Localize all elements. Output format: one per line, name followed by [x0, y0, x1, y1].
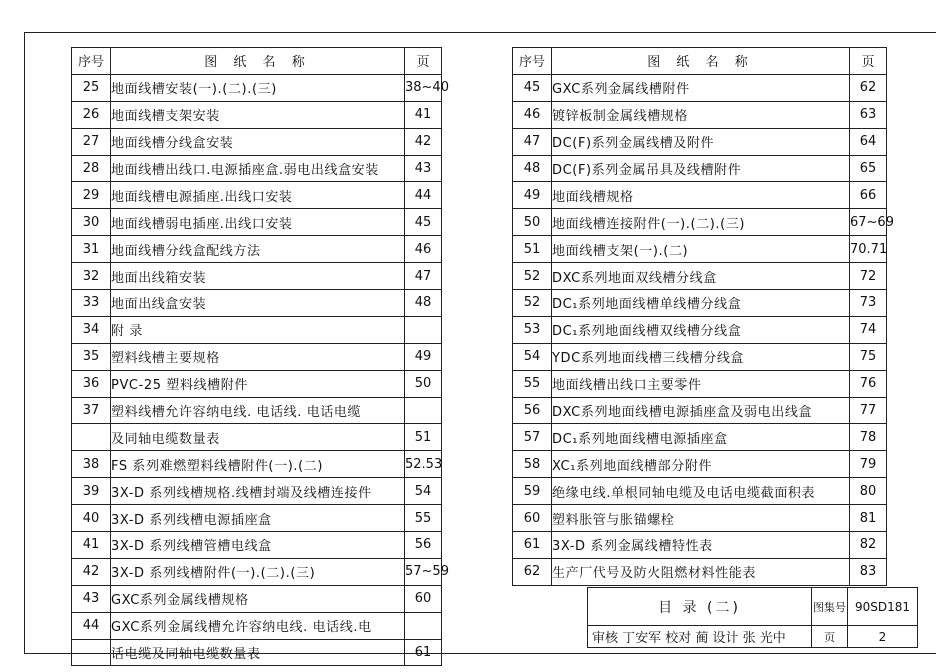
drawing-name: 塑料线槽允许容纳电线. 电话线. 电话电缆 [111, 397, 405, 424]
page-ref: 81 [850, 505, 887, 532]
table-row [72, 155, 442, 182]
row-number: 40 [72, 505, 111, 532]
table-row [513, 451, 887, 478]
page-ref: 78 [850, 424, 887, 451]
page-ref: 57~59 [405, 558, 442, 585]
table-row [72, 585, 442, 612]
row-number: 28 [72, 155, 111, 182]
row-number: 37 [72, 397, 111, 424]
table-row [513, 128, 887, 155]
drawing-name: DC(F)系列金属吊具及线槽附件 [552, 155, 850, 182]
page-label: 页 [812, 626, 848, 648]
page-ref: 82 [850, 532, 887, 559]
row-number: 35 [72, 343, 111, 370]
drawing-name: 3X-D 系列线槽规格.线槽封端及线槽连接件 [111, 478, 405, 505]
page-number: 2 [848, 626, 918, 648]
drawing-name: 3X-D 系列线槽附件(一).(二).(三) [111, 558, 405, 585]
row-number: 51 [513, 236, 552, 263]
drawing-name: 地面线槽分线盒配线方法 [111, 236, 405, 263]
row-number: 34 [72, 316, 111, 343]
table-row [72, 424, 442, 451]
header-page: 页 [405, 48, 442, 75]
row-number: 31 [72, 236, 111, 263]
table-row [513, 397, 887, 424]
drawing-name: 地面线槽电源插座.出线口安装 [111, 182, 405, 209]
page-ref: 74 [850, 316, 887, 343]
page-ref: 47 [405, 263, 442, 290]
row-number: 30 [72, 209, 111, 236]
table-row [513, 290, 887, 317]
table-row [513, 209, 887, 236]
table-row [513, 74, 887, 101]
drawing-name: 绝缘电线.单根同轴电缆及电话电缆截面积表 [552, 478, 850, 505]
table-row [72, 532, 442, 559]
row-number: 59 [513, 478, 552, 505]
row-number: 47 [513, 128, 552, 155]
left-index-table [71, 47, 449, 666]
table-row [72, 101, 442, 128]
drawing-name: 地面线槽出线口.电源插座盒.弱电出线盒安装 [111, 155, 405, 182]
page-ref: 48 [405, 290, 442, 317]
page-ref: 75 [850, 343, 887, 370]
page-ref: 62 [850, 74, 887, 101]
drawing-name: DC₁系列地面线槽双线槽分线盒 [552, 316, 850, 343]
atlas-label: 图集号 [812, 588, 848, 626]
drawing-name: 生产厂代号及防火阻燃材料性能表 [552, 558, 850, 585]
signature-row: 审核 丁安军 校对 蔺 设计 张 光中 [588, 626, 812, 648]
title-block [587, 587, 918, 648]
table-row [72, 209, 442, 236]
drawing-name: DC₁系列地面线槽电源插座盒 [552, 424, 850, 451]
table-row [72, 397, 442, 424]
drawing-name: 地面线槽分线盒安装 [111, 128, 405, 155]
row-number: 54 [513, 343, 552, 370]
drawing-name: 地面线槽出线口主要零件 [552, 370, 850, 397]
table-row [513, 236, 887, 263]
table-row [513, 558, 887, 585]
right-header-row [513, 48, 887, 75]
drawing-name: 3X-D 系列线槽管槽电线盒 [111, 532, 405, 559]
drawing-name: 地面线槽安装(一).(二).(三) [111, 74, 405, 101]
page-ref: 83 [850, 558, 887, 585]
row-number: 33 [72, 290, 111, 317]
table-row [72, 290, 442, 317]
page-ref: 73 [850, 290, 887, 317]
page-ref [405, 397, 442, 424]
drawing-name: GXC系列金属线槽附件 [552, 74, 850, 101]
drawing-name: 地面线槽连接附件(一).(二).(三) [552, 209, 850, 236]
row-number: 32 [72, 263, 111, 290]
page-ref: 79 [850, 451, 887, 478]
row-number: 55 [513, 370, 552, 397]
row-number [72, 639, 111, 666]
page-ref: 65 [850, 155, 887, 182]
page-ref: 70.71 [850, 236, 887, 263]
drawing-name: GXC系列金属线槽允许容纳电线. 电话线.电 [111, 612, 405, 639]
drawing-name: 地面线槽弱电插座.出线口安装 [111, 209, 405, 236]
table-row [513, 370, 887, 397]
drawing-name: 地面出线盒安装 [111, 290, 405, 317]
row-number: 57 [513, 424, 552, 451]
drawing-name: 塑料线槽主要规格 [111, 343, 405, 370]
table-row [72, 263, 442, 290]
table-row [72, 370, 442, 397]
page-ref: 41 [405, 101, 442, 128]
page-ref: 80 [850, 478, 887, 505]
drawing-name: DC₁系列地面线槽单线槽分线盒 [552, 290, 850, 317]
header-num: 序号 [72, 48, 111, 75]
table-row [513, 424, 887, 451]
table-row [513, 155, 887, 182]
row-number: 62 [513, 558, 552, 585]
drawing-name: 地面线槽支架(一).(二) [552, 236, 850, 263]
drawing-name: DXC系列地面线槽电源插座盒及弱电出线盒 [552, 397, 850, 424]
row-number: 38 [72, 451, 111, 478]
page-ref: 46 [405, 236, 442, 263]
row-number: 39 [72, 478, 111, 505]
table-row [513, 182, 887, 209]
table-row [72, 478, 442, 505]
row-number: 41 [72, 532, 111, 559]
row-number: 44 [72, 612, 111, 639]
drawing-name: 附 录 [111, 316, 405, 343]
page-ref: 49 [405, 343, 442, 370]
page-ref: 72 [850, 263, 887, 290]
table-row [72, 316, 442, 343]
header-num: 序号 [513, 48, 552, 75]
drawing-name: DC(F)系列金属线槽及附件 [552, 128, 850, 155]
table-row [513, 505, 887, 532]
table-row [72, 236, 442, 263]
row-number: 52 [513, 263, 552, 290]
page-ref: 45 [405, 209, 442, 236]
row-number: 36 [72, 370, 111, 397]
row-number: 42 [72, 558, 111, 585]
table-row [72, 612, 442, 639]
row-number: 46 [513, 101, 552, 128]
row-number: 29 [72, 182, 111, 209]
drawing-name: 及同轴电缆数量表 [111, 424, 405, 451]
row-number: 48 [513, 155, 552, 182]
drawing-name: PVC-25 塑料线槽附件 [111, 370, 405, 397]
row-number: 25 [72, 74, 111, 101]
drawing-name: 塑料胀管与胀锚螺栓 [552, 505, 850, 532]
table-row [72, 343, 442, 370]
left-header-row [72, 48, 442, 75]
row-number: 50 [513, 209, 552, 236]
row-number: 49 [513, 182, 552, 209]
row-number: 56 [513, 397, 552, 424]
drawing-name: 3X-D 系列线槽电源插座盒 [111, 505, 405, 532]
row-number: 61 [513, 532, 552, 559]
row-number: 52 [513, 290, 552, 317]
table-row [513, 532, 887, 559]
row-number: 58 [513, 451, 552, 478]
header-name: 图 纸 名 称 [111, 48, 405, 75]
table-row [513, 343, 887, 370]
sheet-title: 目 录 (二) [588, 588, 812, 626]
header-name: 图 纸 名 称 [552, 48, 850, 75]
page-ref: 52.53 [405, 451, 442, 478]
table-row [513, 316, 887, 343]
drawing-name: DXC系列地面双线槽分线盒 [552, 263, 850, 290]
table-row [72, 74, 442, 101]
row-number: 43 [72, 585, 111, 612]
page-ref: 44 [405, 182, 442, 209]
drawing-name: 镀锌板制金属线槽规格 [552, 101, 850, 128]
table-row [513, 478, 887, 505]
row-number: 60 [513, 505, 552, 532]
page-ref: 64 [850, 128, 887, 155]
drawing-name: 3X-D 系列金属线槽特性表 [552, 532, 850, 559]
page-ref: 61 [405, 639, 442, 666]
drawing-name: 地面线槽支架安装 [111, 101, 405, 128]
page-ref: 76 [850, 370, 887, 397]
page-ref: 56 [405, 532, 442, 559]
page-ref: 38~40 [405, 74, 442, 101]
table-row [72, 639, 442, 666]
page-ref: 63 [850, 101, 887, 128]
drawing-name: YDC系列地面线槽三线槽分线盒 [552, 343, 850, 370]
drawing-name: 地面线槽规格 [552, 182, 850, 209]
row-number: 26 [72, 101, 111, 128]
page-ref: 42 [405, 128, 442, 155]
table-row [513, 263, 887, 290]
drawing-name: FS 系列难燃塑料线槽附件(一).(二) [111, 451, 405, 478]
page-ref: 55 [405, 505, 442, 532]
row-number [72, 424, 111, 451]
drawing-name: XC₁系列地面线槽部分附件 [552, 451, 850, 478]
row-number: 27 [72, 128, 111, 155]
page-ref: 51 [405, 424, 442, 451]
page-ref [405, 316, 442, 343]
table-row [72, 558, 442, 585]
header-page: 页 [850, 48, 887, 75]
table-row [72, 505, 442, 532]
table-row [72, 451, 442, 478]
drawing-name: GXC系列金属线槽规格 [111, 585, 405, 612]
page-ref: 67~69 [850, 209, 887, 236]
table-row [513, 101, 887, 128]
page-ref: 60 [405, 585, 442, 612]
drawing-name: 话电缆及同轴电缆数量表 [111, 639, 405, 666]
table-row [72, 128, 442, 155]
page-ref: 66 [850, 182, 887, 209]
atlas-number: 90SD181 [848, 588, 918, 626]
page-ref: 50 [405, 370, 442, 397]
page-ref: 43 [405, 155, 442, 182]
right-index-table [512, 47, 894, 586]
page-ref: 77 [850, 397, 887, 424]
drawing-name: 地面出线箱安装 [111, 263, 405, 290]
row-number: 45 [513, 74, 552, 101]
table-row [72, 182, 442, 209]
page-ref: 54 [405, 478, 442, 505]
page-ref [405, 612, 442, 639]
row-number: 53 [513, 316, 552, 343]
